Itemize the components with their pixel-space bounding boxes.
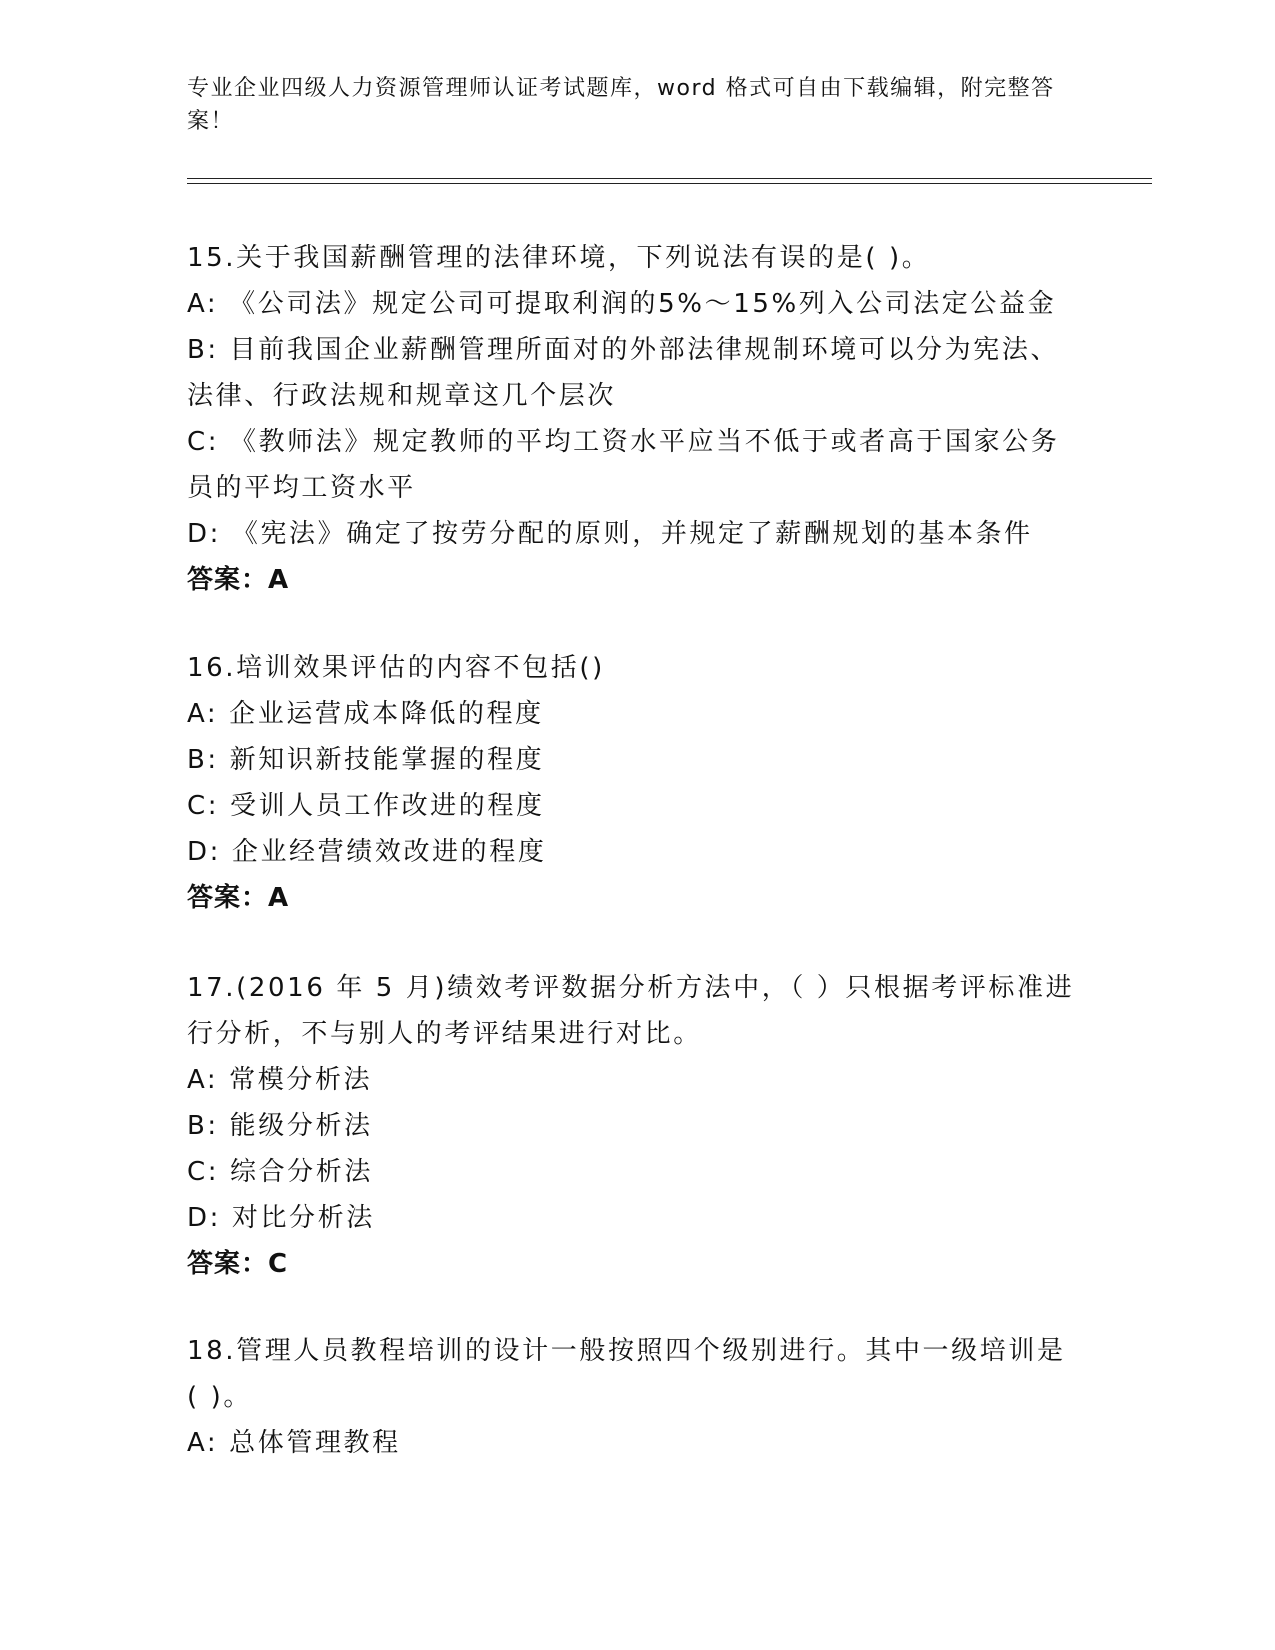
- option-c: C: 《教师法》规定教师的平均工资水平应当不低于或者高于国家公务员的平均工资水平: [187, 427, 1060, 503]
- question-stem: 18.管理人员教程培训的设计一般按照四个级别进行。其中一级培训是( )。: [187, 1336, 1066, 1412]
- question-16: [187, 645, 1077, 921]
- answer-text: 答案：A: [187, 883, 290, 913]
- question-15: [187, 235, 1077, 603]
- option-a: A: 常模分析法: [187, 1065, 373, 1095]
- header-intro-text: 专业企业四级人力资源管理师认证考试题库，word 格式可自由下载编辑，附完整答案！: [187, 76, 1055, 134]
- answer-text: 答案：A: [187, 565, 290, 595]
- question-stem: 16.培训效果评估的内容不包括(): [187, 653, 605, 683]
- question-17: [187, 965, 1077, 1287]
- option-d: D: 《宪法》确定了按劳分配的原则，并规定了薪酬规划的基本条件: [187, 519, 1033, 549]
- option-d: D: 对比分析法: [187, 1203, 375, 1233]
- header-divider-bottom: [187, 183, 1152, 184]
- option-a: A: 总体管理教程: [187, 1428, 401, 1458]
- question-18: [187, 1328, 1077, 1466]
- question-stem: 15.关于我国薪酬管理的法律环境，下列说法有误的是( )。: [187, 243, 931, 273]
- option-b: B: 能级分析法: [187, 1111, 373, 1141]
- document-header: [187, 72, 1067, 138]
- option-a: A: 《公司法》规定公司可提取利润的5%～15%列入公司法定公益金: [187, 289, 1057, 319]
- option-a: A: 企业运营成本降低的程度: [187, 699, 544, 729]
- answer-text: 答案：C: [187, 1249, 289, 1279]
- question-stem: 17.(2016 年 5 月)绩效考评数据分析方法中，（ ）只根据考评标准进行分析，不与别人的考评结果进行对比。: [187, 973, 1075, 1049]
- option-b: B: 新知识新技能掌握的程度: [187, 745, 545, 775]
- option-c: C: 受训人员工作改进的程度: [187, 791, 545, 821]
- option-d: D: 企业经营绩效改进的程度: [187, 837, 547, 867]
- option-c: C: 综合分析法: [187, 1157, 373, 1187]
- header-divider-top: [187, 178, 1152, 179]
- option-b: B: 目前我国企业薪酬管理所面对的外部法律规制环境可以分为宪法、法律、行政法规和规章这几个层次: [187, 335, 1060, 411]
